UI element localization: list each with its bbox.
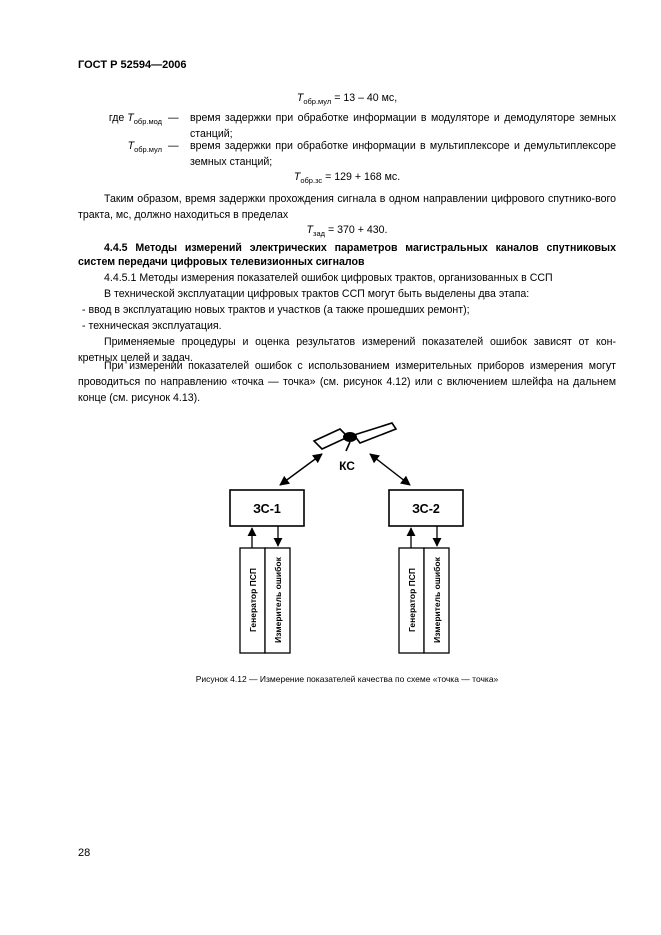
- definition-prefix: где: [108, 112, 125, 124]
- definition-dash: —: [168, 140, 179, 152]
- definition-text: время задержки при обработке информации в мультиплексоре и демультиплексоре земных станций;: [190, 140, 616, 168]
- formula-symbol: T: [293, 171, 301, 183]
- error-meter-2-label: Измеритель ошибок: [432, 557, 442, 643]
- paragraph-stages: В технической эксплуатации цифровых трактов ССП могут быть выделены два этапа:: [104, 288, 530, 300]
- definition-symbol: [78, 138, 162, 154]
- figure-point-to-point-diagram: [0, 415, 661, 675]
- satellite-icon: [314, 423, 396, 451]
- prbs-generator-2-label: Генератор ПСП: [407, 567, 417, 633]
- definition-subscript: обр.мул: [134, 145, 162, 154]
- standard-header: ГОСТ Р 52594—2006: [78, 59, 187, 71]
- formula-delay-earth-station: [78, 169, 616, 185]
- list-item: - техническая эксплуатация.: [82, 320, 222, 332]
- formula-delay-mux: [78, 90, 616, 106]
- definition-symbol: [78, 110, 162, 126]
- prbs-generator-1-label: Генератор ПСП: [248, 567, 258, 633]
- uplink-arrow-left: [280, 454, 322, 485]
- paragraph-procedures: Применяемые процедуры и оценка результатов измерений показателей ошибок зависят от кон-кретных целей и задач.: [78, 336, 616, 364]
- paragraph-delay-range: Таким образом, время задержки прохождения сигнала в одном направлении цифрового спутнико-вого тракта, мс, должно находиться в пределах: [78, 193, 616, 221]
- formula-value: = 129 + 168 мс.: [322, 171, 401, 183]
- page-number: 28: [78, 847, 91, 859]
- formula-total-delay: [78, 222, 616, 238]
- formula-value: = 370 + 430.: [325, 224, 388, 236]
- formula-subscript: зад: [313, 229, 326, 238]
- list-item: - ввод в эксплуатацию новых трактов и участков (а также прошедших ремонт);: [82, 304, 470, 316]
- error-meter-1-label: Измеритель ошибок: [273, 557, 283, 643]
- definition-dash: —: [168, 112, 179, 124]
- formula-symbol: T: [296, 92, 304, 104]
- definition-text: время задержки при обработке информации в модуляторе и демодуляторе земных станций;: [190, 112, 616, 140]
- formula-subscript: обр.зс: [300, 176, 323, 185]
- figure-caption: Рисунок 4.12 — Измерение показателей качества по схеме «точка — точка»: [195, 674, 499, 684]
- formula-subscript: обр.мул: [303, 97, 332, 106]
- satellite-label: КС: [339, 459, 355, 473]
- paragraph-measurement: При измерении показателей ошибок с использованием измерительных приборов измерения могут проводиться по направлению «точка — точка» (см. рисунок 4.12) или с включением шлейфа на дальнем конце (см. рисунок 4.13).: [78, 360, 616, 404]
- subsection-heading: 4.4.5.1 Методы измерения показателей ошибок цифровых трактов, организованных в ССП: [104, 272, 553, 284]
- formula-symbol: T: [306, 224, 314, 236]
- earth-station-2-label: ЗС-2: [412, 502, 440, 516]
- definition-symbol-letter: T: [127, 140, 135, 152]
- formula-value: = 13 – 40 мс,: [331, 92, 398, 104]
- section-heading: 4.4.5 Методы измерений электрических параметров магистральных каналов спутниковых систем передачи цифровых телевизионных сигналов: [78, 242, 616, 268]
- definition-multiplexer: [78, 138, 616, 170]
- definition-symbol-letter: T: [127, 112, 134, 124]
- earth-station-1-label: ЗС-1: [253, 502, 281, 516]
- definition-subscript: обр.мод: [133, 117, 162, 126]
- uplink-arrow-right: [370, 454, 410, 485]
